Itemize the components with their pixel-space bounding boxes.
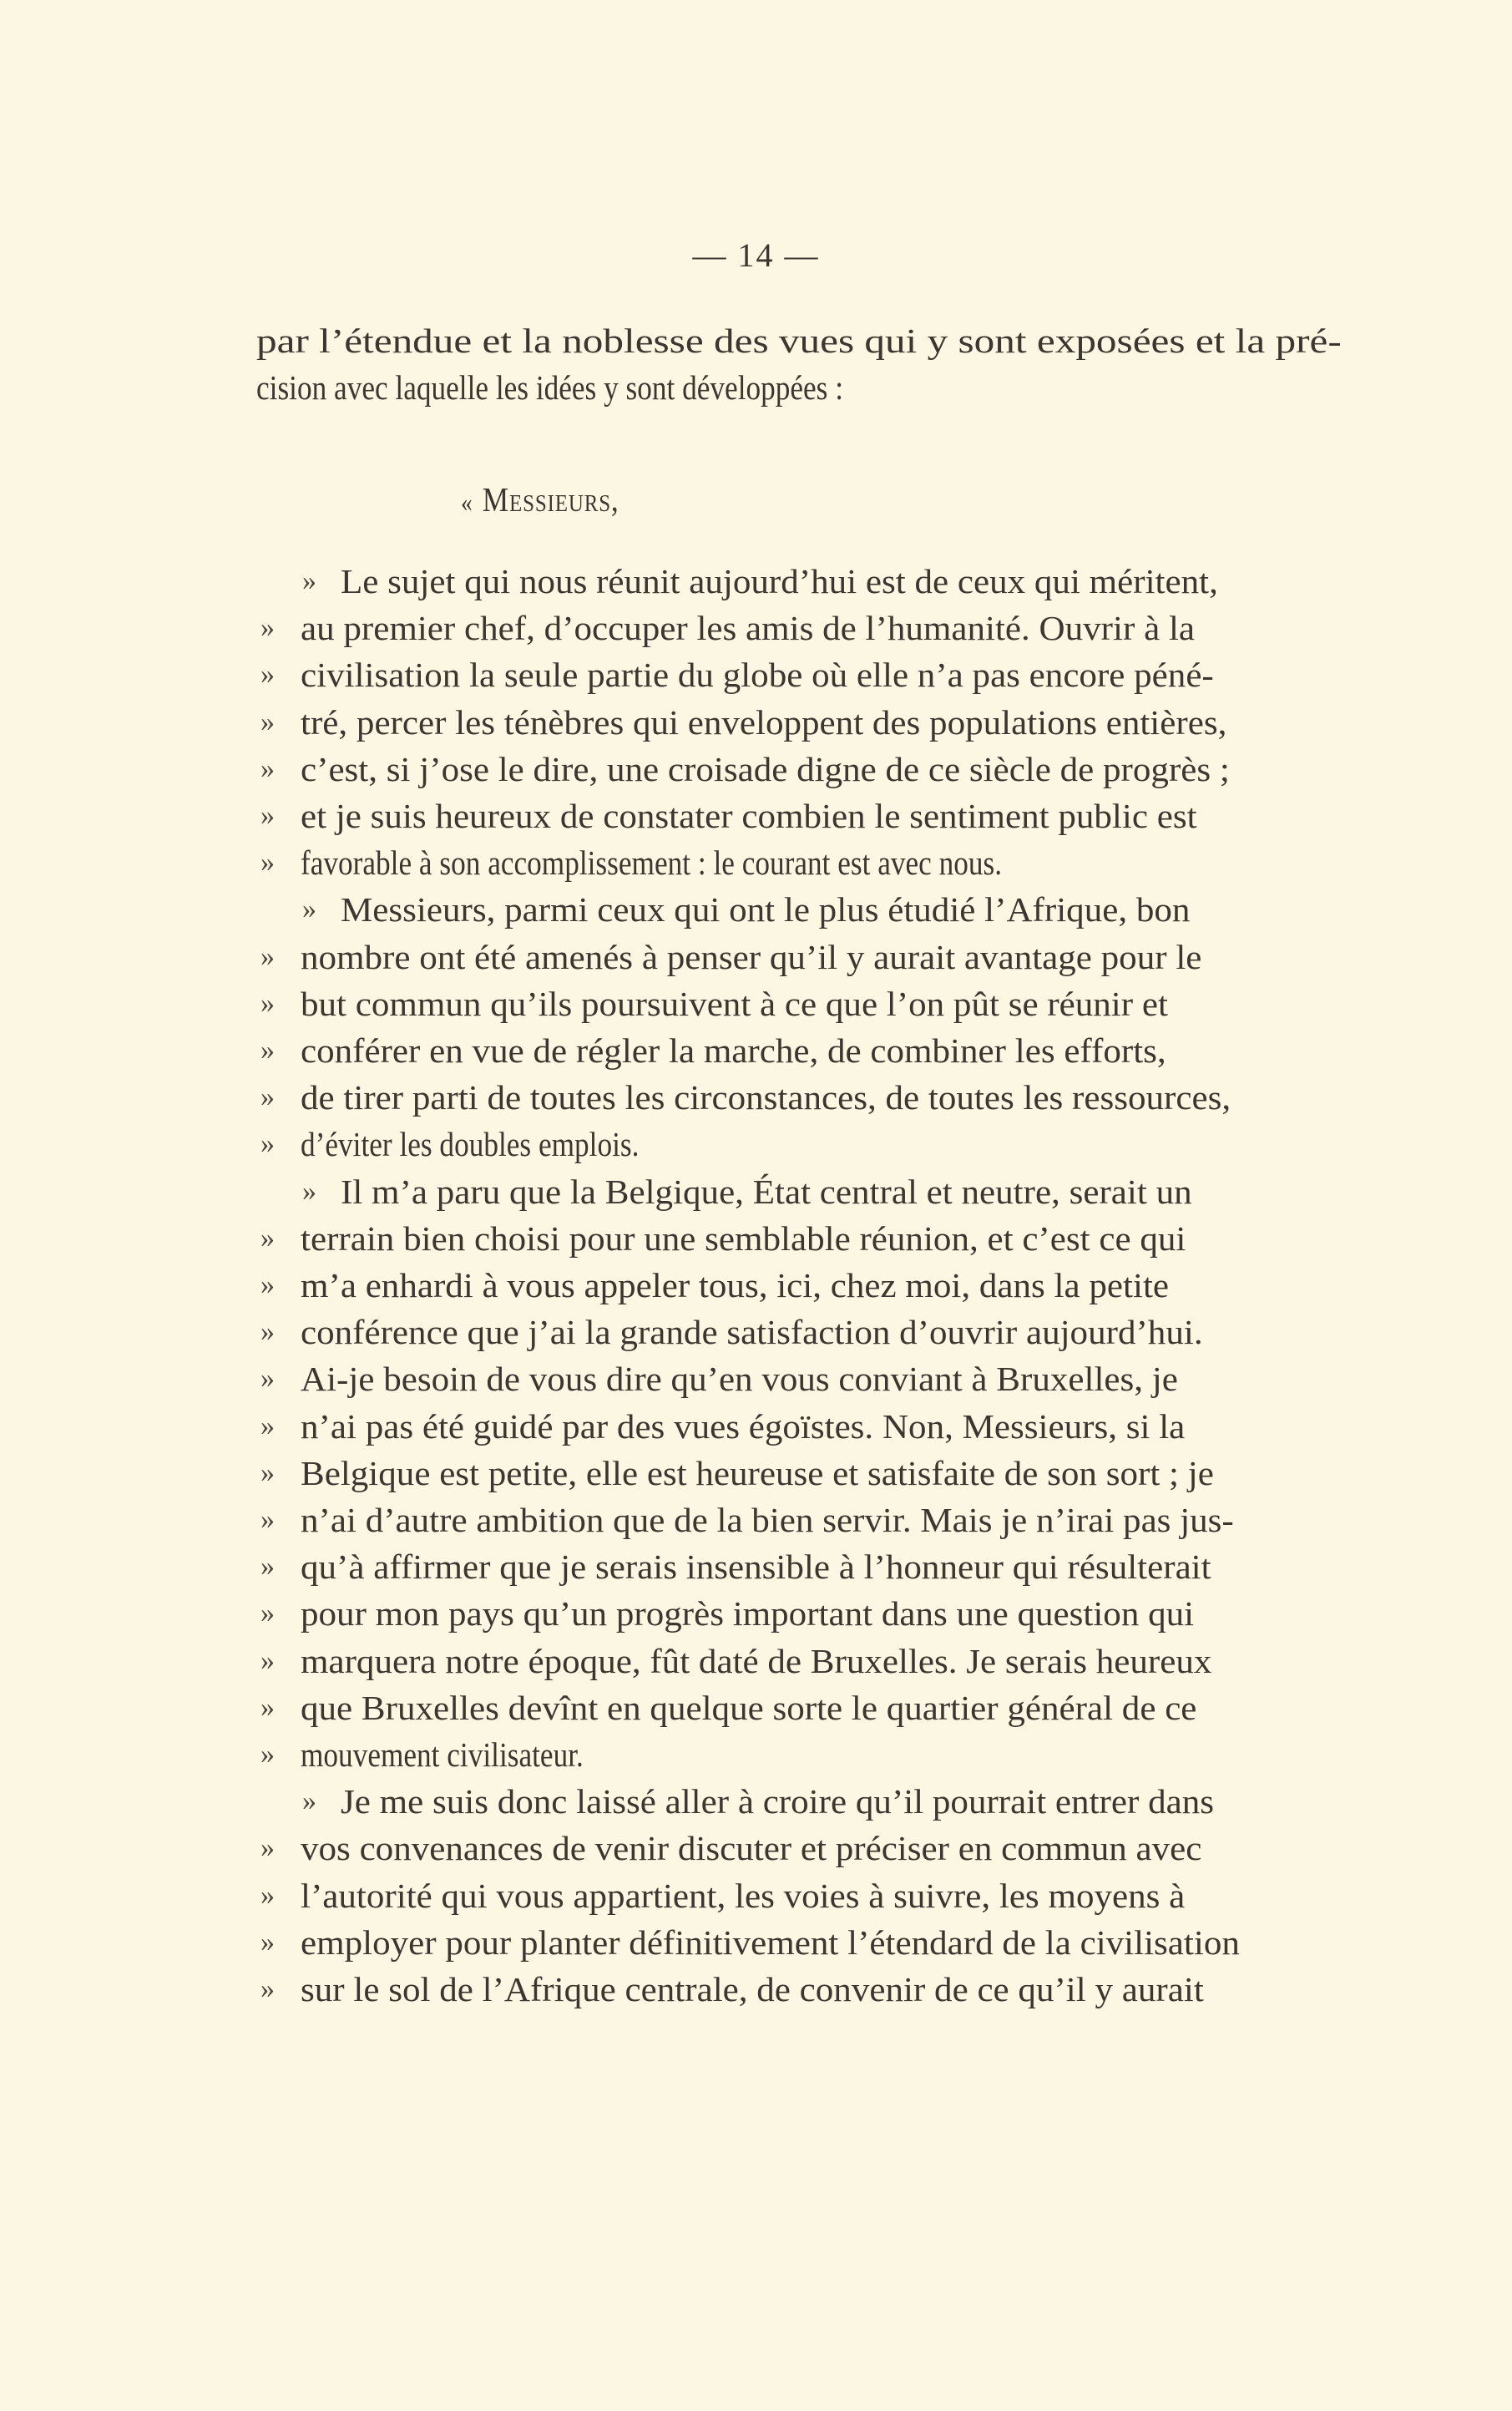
line-text: conférence que j’ai la grande satisfaction d’ouvrir aujourd’hui. bbox=[301, 1313, 1203, 1352]
text-line bbox=[0, 839, 1512, 886]
line-text: d’éviter les doubles emplois. bbox=[301, 1125, 640, 1164]
quote-mark: » bbox=[260, 1879, 275, 1911]
line-text: favorable à son accomplissement : le courant est avec nous. bbox=[301, 843, 1003, 883]
quote-mark: » bbox=[260, 1456, 275, 1488]
text-line bbox=[0, 746, 1512, 793]
line-text: Il m’a paru que la Belgique, État central et neutre, serait un bbox=[341, 1172, 1192, 1211]
text-line bbox=[0, 793, 1512, 839]
quote-mark: » bbox=[260, 1973, 275, 2004]
quote-mark: » bbox=[260, 1691, 275, 1723]
text-line bbox=[0, 1872, 1512, 1919]
quote-mark: » bbox=[302, 1785, 316, 1817]
quote-mark: » bbox=[260, 612, 275, 644]
text-line bbox=[0, 1731, 1512, 1778]
line-text: vos convenances de venir discuter et préciser en commun avec bbox=[301, 1829, 1202, 1868]
quote-mark: » bbox=[302, 565, 316, 596]
quote-mark: » bbox=[260, 1504, 275, 1535]
line-text: de tirer parti de toutes les circonstances, de toutes les ressources, bbox=[301, 1078, 1231, 1117]
text-line bbox=[0, 699, 1512, 746]
page-number: — 14 — bbox=[692, 236, 820, 274]
line-text: n’ai d’autre ambition que de la bien servir. Mais je n’irai pas jus- bbox=[301, 1501, 1234, 1539]
line-text: et je suis heureux de constater combien le sentiment public est bbox=[301, 797, 1197, 835]
quote-mark: » bbox=[260, 659, 275, 691]
quote-mark: » bbox=[260, 1739, 275, 1770]
line-text: Ai-je besoin de vous dire qu’en vous conviant à Bruxelles, je bbox=[301, 1360, 1178, 1399]
quote-mark: » bbox=[260, 800, 275, 831]
quote-mark: » bbox=[260, 847, 275, 879]
text-line bbox=[0, 1966, 1512, 2013]
quote-mark: » bbox=[260, 1363, 275, 1395]
text-line bbox=[0, 1450, 1512, 1497]
line-text: conférer en vue de régler la marche, de combiner les efforts, bbox=[301, 1031, 1166, 1070]
text-line bbox=[0, 934, 1512, 980]
text-line bbox=[0, 1497, 1512, 1543]
text-line bbox=[0, 1168, 1512, 1215]
quote-mark: » bbox=[260, 1035, 275, 1066]
text-line bbox=[0, 886, 1512, 933]
quote-mark: » bbox=[260, 1598, 275, 1629]
text-line bbox=[0, 1215, 1512, 1262]
quote-mark: » bbox=[260, 1222, 275, 1254]
text-line bbox=[0, 1262, 1512, 1309]
intro-line: cision avec laquelle les idées y sont développées : bbox=[256, 368, 844, 407]
line-text: tré, percer les ténèbres qui enveloppent des populations entières, bbox=[301, 702, 1227, 742]
line-text: qu’à affirmer que je serais insensible à l’honneur qui résulterait bbox=[301, 1547, 1211, 1587]
opening-quote: « bbox=[461, 487, 473, 517]
intro-line: par l’étendue et la noblesse des vues qui y sont exposées et la pré- bbox=[256, 322, 1342, 360]
line-text: Belgique est petite, elle est heureuse et satisfaite de son sort ; je bbox=[301, 1453, 1214, 1492]
quote-mark: » bbox=[260, 1316, 275, 1348]
quote-mark: » bbox=[260, 706, 275, 737]
line-text: l’autorité qui vous appartient, les voies à suivre, les moyens à bbox=[301, 1876, 1186, 1915]
text-line bbox=[0, 1638, 1512, 1684]
line-text: que Bruxelles devînt en quelque sorte le quartier général de ce bbox=[301, 1688, 1197, 1727]
quote-mark: » bbox=[302, 894, 316, 925]
text-line bbox=[0, 980, 1512, 1027]
quote-mark: » bbox=[260, 1081, 275, 1113]
line-text: au premier chef, d’occuper les amis de l’humanité. Ouvrir à la bbox=[301, 609, 1196, 648]
line-text: terrain bien choisi pour une semblable réunion, et c’est ce qui bbox=[301, 1218, 1186, 1258]
text-line bbox=[0, 1403, 1512, 1450]
quote-mark: » bbox=[260, 1410, 275, 1441]
text-line bbox=[0, 558, 1512, 605]
line-text: nombre ont été amenés à penser qu’il y aurait avantage pour le bbox=[301, 937, 1202, 976]
text-line bbox=[0, 1825, 1512, 1872]
line-text: employer pour planter définitivement l’étendard de la civilisation bbox=[301, 1922, 1240, 1962]
quote-mark: » bbox=[260, 1128, 275, 1160]
quote-mark: » bbox=[260, 940, 275, 972]
text-line bbox=[0, 1684, 1512, 1731]
quote-mark: » bbox=[260, 987, 275, 1019]
text-line bbox=[0, 1355, 1512, 1402]
line-text: Messieurs, parmi ceux qui ont le plus étudié l’Afrique, bon bbox=[341, 890, 1191, 929]
quote-mark: » bbox=[260, 1269, 275, 1300]
text-line bbox=[0, 1027, 1512, 1074]
line-text: Le sujet qui nous réunit aujourd’hui est de ceux qui méritent, bbox=[341, 562, 1218, 600]
line-text: m’a enhardi à vous appeler tous, ici, chez moi, dans la petite bbox=[301, 1266, 1170, 1304]
text-line bbox=[0, 1590, 1512, 1637]
line-text: n’ai pas été guidé par des vues égoïstes. Non, Messieurs, si la bbox=[301, 1406, 1186, 1446]
line-text: Je me suis donc laissé aller à croire qu’il pourrait entrer dans bbox=[341, 1782, 1214, 1821]
line-text: civilisation la seule partie du globe où elle n’a pas encore péné- bbox=[301, 656, 1214, 695]
text-line bbox=[0, 1919, 1512, 1966]
quote-mark: » bbox=[302, 1175, 316, 1207]
line-text: marquera notre époque, fût daté de Bruxelles. Je serais heureux bbox=[301, 1641, 1212, 1680]
line-text: mouvement civilisateur. bbox=[301, 1735, 584, 1774]
text-line bbox=[0, 1543, 1512, 1590]
quote-mark: » bbox=[260, 1644, 275, 1676]
text-line bbox=[0, 651, 1512, 698]
text-line bbox=[0, 1121, 1512, 1168]
quote-mark: » bbox=[260, 1926, 275, 1958]
text-line bbox=[0, 1074, 1512, 1121]
quote-mark: » bbox=[260, 1832, 275, 1864]
quote-mark: » bbox=[260, 1551, 275, 1583]
line-text: c’est, si j’ose le dire, une croisade digne de ce siècle de progrès ; bbox=[301, 749, 1230, 788]
quote-mark: » bbox=[260, 752, 275, 784]
text-line bbox=[0, 605, 1512, 651]
text-line bbox=[0, 1309, 1512, 1355]
line-text: pour mon pays qu’un progrès important dans une question qui bbox=[301, 1594, 1195, 1634]
line-text: but commun qu’ils poursuivent à ce que l’on pût se réunir et bbox=[301, 984, 1168, 1023]
line-text: sur le sol de l’Afrique centrale, de convenir de ce qu’il y aurait bbox=[301, 1970, 1204, 2008]
text-line bbox=[0, 1778, 1512, 1825]
salutation-text: Messieurs, bbox=[482, 480, 619, 519]
salutation bbox=[461, 479, 619, 519]
